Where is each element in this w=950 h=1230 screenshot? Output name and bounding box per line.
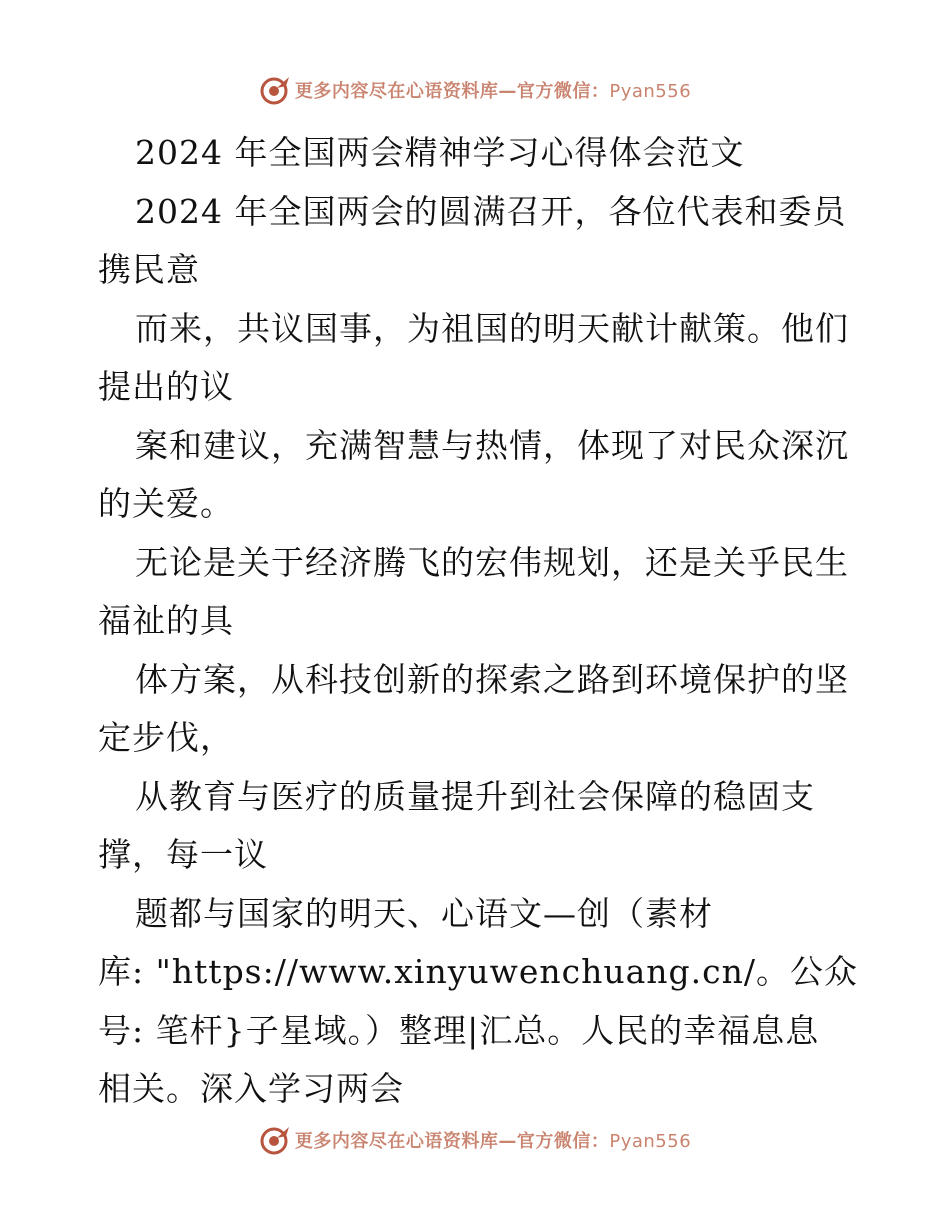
text-line: 案和建议，充满智慧与热情，体现了对民众深沉 <box>135 425 849 465</box>
text-line: 定步伐， <box>98 718 234 757</box>
text-line: 提出的议 <box>98 367 234 406</box>
banner-text: 更多内容尽在心语资料库—官方微信：Pyan556 <box>294 1131 692 1152</box>
text-line: 号: 笔杆}子星域。）整理|汇总。人民的幸福息息 <box>98 1010 820 1050</box>
text-line: 而来，共议国事，为祖国的明天献计献策。他们 <box>135 308 849 348</box>
header-banner <box>0 72 950 108</box>
text-line: 福祉的具 <box>98 601 234 640</box>
logo-icon <box>259 1124 291 1156</box>
footer-banner <box>0 1122 950 1158</box>
text-line: 相关。深入学习两会 <box>98 1069 404 1108</box>
banner-text: 更多内容尽在心语资料库—官方微信：Pyan556 <box>294 81 692 102</box>
text-line: 携民意 <box>98 250 200 289</box>
document-body <box>98 124 858 1119</box>
text-line: 撑，每一议 <box>98 835 268 874</box>
text-line: 2024 年全国两会精神学习心得体会范文 <box>135 133 745 172</box>
text-line: 2024 年全国两会的圆满召开，各位代表和委员 <box>135 191 847 231</box>
text-line: 体方案，从科技创新的探索之路到环境保护的坚 <box>135 659 849 699</box>
text-line: 库: "https://www.xinyuwenchuang.cn/。公众 <box>98 952 859 991</box>
text-line: 题都与国家的明天、心语文—创（素材 <box>135 893 713 933</box>
text-line: 从教育与医疗的质量提升到社会保障的稳固支 <box>135 776 815 816</box>
logo-icon <box>259 74 291 106</box>
text-line: 的关爱。 <box>98 484 234 523</box>
text-line: 无论是关于经济腾飞的宏伟规划，还是关乎民生 <box>135 542 849 582</box>
